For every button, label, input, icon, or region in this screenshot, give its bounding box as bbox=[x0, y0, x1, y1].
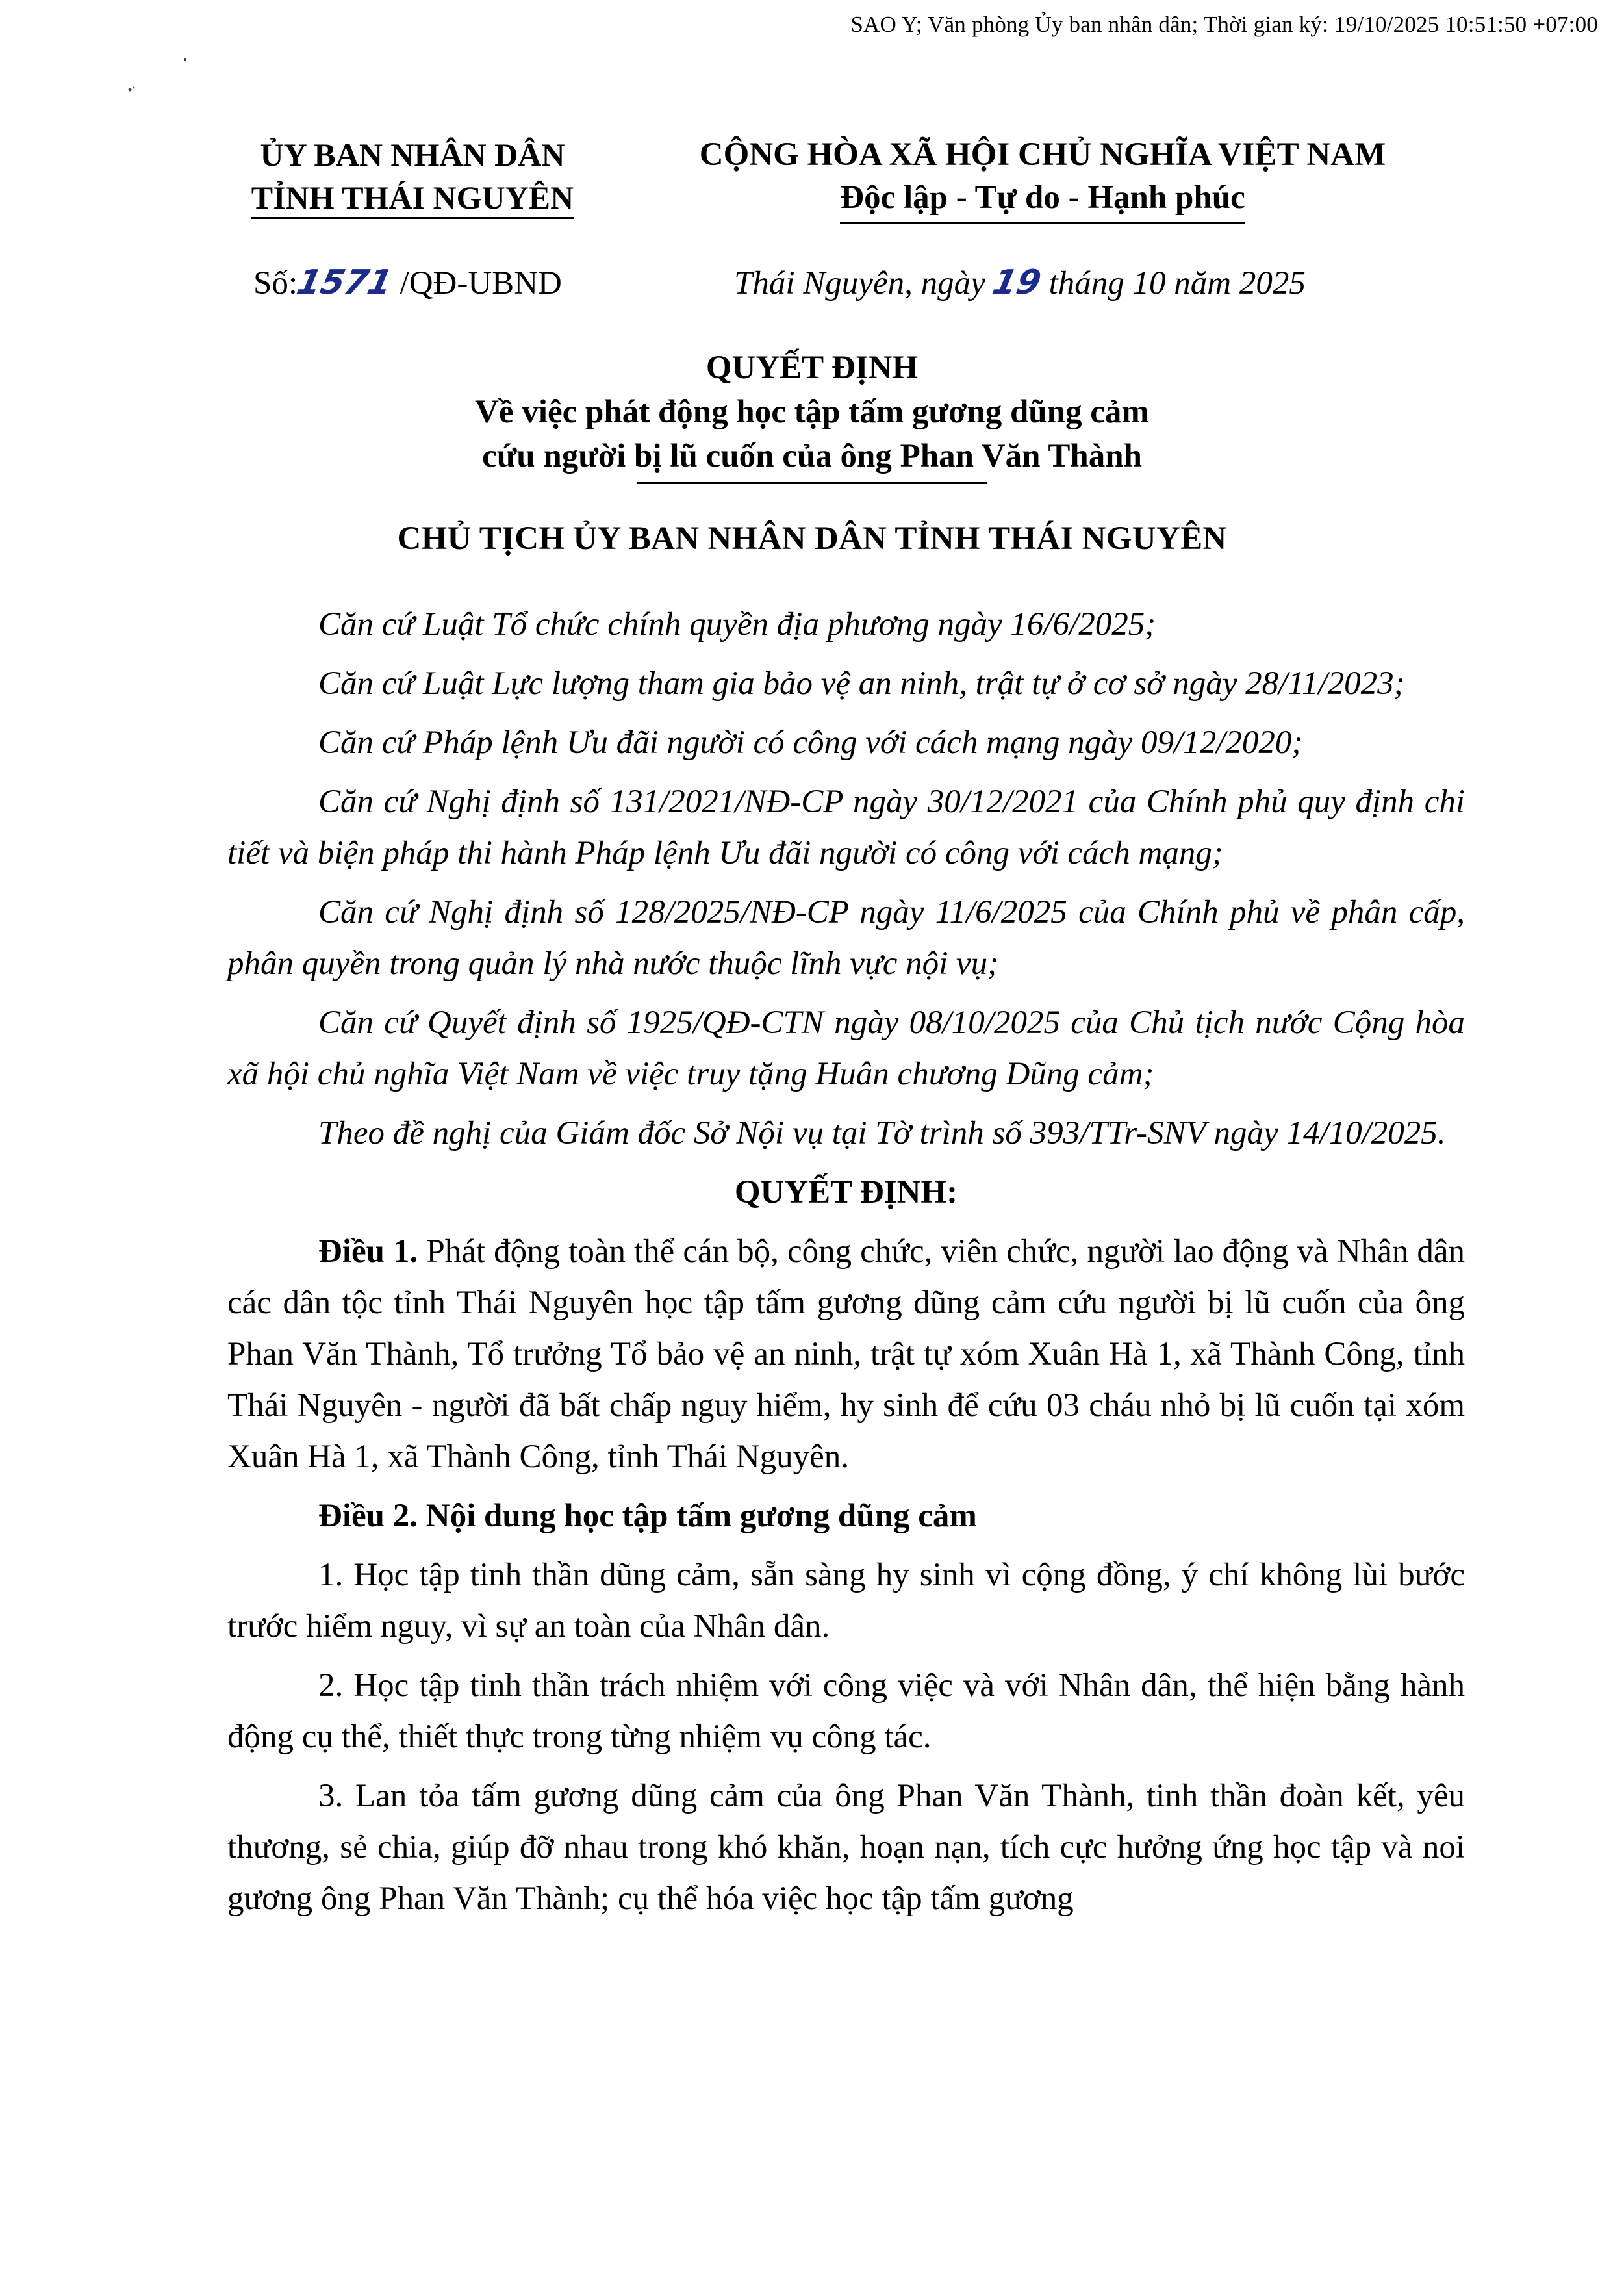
document-number-row bbox=[0, 263, 1624, 309]
digital-signature-stamp: SAO Y; Văn phòng Ủy ban nhân dân; Thời gian ký: 19/10/2025 10:51:50 +07:00 bbox=[850, 12, 1598, 37]
legal-basis-item: Căn cứ Nghị định số 128/2025/NĐ-CP ngày 11/6/2025 của Chính phủ về phân cấp, phân quyền trong quản lý nhà nước thuộc lĩnh vực nội vụ; bbox=[227, 894, 1465, 982]
legal-basis-item: Căn cứ Luật Lực lượng tham gia bảo vệ an ninh, trật tự ở cơ sở ngày 28/11/2023; bbox=[318, 665, 1405, 702]
legal-basis-item: Căn cứ Nghị định số 131/2021/NĐ-CP ngày 30/12/2021 của Chính phủ quy định chi tiết và biện pháp thi hành Pháp lệnh Ưu đãi người có công với cách mạng; bbox=[227, 784, 1465, 871]
article-1 bbox=[227, 1226, 1465, 1483]
article-2-item: 1. Học tập tinh thần dũng cảm, sẵn sàng hy sinh vì cộng đồng, ý chí không lùi bước trước hiểm nguy, vì sự an toàn của Nhân dân. bbox=[227, 1557, 1465, 1645]
document-date bbox=[734, 263, 1306, 302]
legal-basis-item: Căn cứ Luật Tổ chức chính quyền địa phương ngày 16/6/2025; bbox=[318, 606, 1156, 643]
date-suffix: tháng 10 năm 2025 bbox=[1048, 265, 1306, 301]
legal-basis-list bbox=[227, 599, 1465, 1159]
document-body bbox=[227, 599, 1465, 1932]
title-subject-line-1: Về việc phát động học tập tấm gương dũng cảm bbox=[475, 394, 1149, 430]
issuing-organization bbox=[211, 133, 614, 219]
title-main: QUYẾT ĐỊNH bbox=[705, 350, 919, 386]
legal-basis-item: Căn cứ Pháp lệnh Ưu đãi người có công với cách mạng ngày 09/12/2020; bbox=[318, 724, 1303, 761]
legal-basis-item: Theo đề nghị của Giám đốc Sở Nội vụ tại Tờ trình số 393/TTr-SNV ngày 14/10/2025. bbox=[318, 1115, 1446, 1151]
motto-wrap bbox=[653, 176, 1432, 224]
document-title bbox=[0, 346, 1624, 484]
number-suffix: /QĐ-UBND bbox=[400, 265, 562, 301]
number-prefix: Số: bbox=[253, 265, 298, 301]
article-1-text: Phát động toàn thể cán bộ, công chức, viên chức, người lao động và Nhân dân các dân tộc tỉnh Thái Nguyên học tập tấm gương dũng cảm cứu người bị lũ cuốn của ông Phan Văn Thành, Tổ trưởng Tổ bảo vệ an ninh, trật tự xóm Xuân Hà 1, xã Thành Công, tỉnh Thái Nguyên - người đã bất chấp nguy hiểm, hy sinh để cứu 03 cháu nhỏ bị lũ cuốn tại xóm Xuân Hà 1, xã Thành Công, tỉnh Thái Nguyên. bbox=[227, 1233, 1465, 1475]
legal-basis-item: Căn cứ Quyết định số 1925/QĐ-CTN ngày 08/10/2025 của Chủ tịch nước Cộng hòa xã hội chủ nghĩa Việt Nam về việc truy tặng Huân chương Dũng cảm; bbox=[227, 1005, 1465, 1092]
article-1-label: Điều 1. bbox=[318, 1233, 418, 1270]
title-underline bbox=[637, 482, 987, 484]
motto: Độc lập - Tự do - Hạnh phúc bbox=[840, 176, 1245, 224]
article-2-item: 3. Lan tỏa tấm gương dũng cảm của ông Phan Văn Thành, tinh thần đoàn kết, yêu thương, sẻ chia, giúp đỡ nhau trong khó khăn, hoạn nạn, tích cực hưởng ứng học tập và noi gương ông Phan Văn Thành; cụ thể hóa việc học tập tấm gương bbox=[227, 1778, 1465, 1917]
org-line-1: ỦY BAN NHÂN DÂN bbox=[260, 136, 565, 173]
date-prefix: Thái Nguyên, ngày bbox=[734, 265, 985, 301]
article-2-item: 2. Học tập tinh thần trách nhiệm với công việc và với Nhân dân, thể hiện bằng hành động cụ thể, thiết thực trong từng nhiệm vụ công tác. bbox=[227, 1667, 1465, 1755]
scan-specks bbox=[110, 52, 201, 104]
org-line-2-text: TỈNH THÁI NGUYÊN bbox=[251, 179, 574, 219]
org-line-2 bbox=[211, 176, 614, 219]
decision-heading: QUYẾT ĐỊNH: bbox=[734, 1174, 958, 1211]
handwritten-number: 1571 bbox=[293, 263, 396, 302]
title-subject-line-2: cứu người bị lũ cuốn của ông Phan Văn Thành bbox=[482, 438, 1142, 474]
issuing-authority: CHỦ TỊCH ỦY BAN NHÂN DÂN TỈNH THÁI NGUYÊN bbox=[397, 520, 1227, 557]
document-number bbox=[253, 263, 562, 302]
national-heading bbox=[653, 133, 1432, 224]
handwritten-day: 19 bbox=[989, 263, 1045, 302]
article-2-heading: Điều 2. Nội dung học tập tấm gương dũng cảm bbox=[318, 1498, 977, 1534]
nation-name: CỘNG HÒA XÃ HỘI CHỦ NGHĨA VIỆT NAM bbox=[699, 136, 1386, 173]
